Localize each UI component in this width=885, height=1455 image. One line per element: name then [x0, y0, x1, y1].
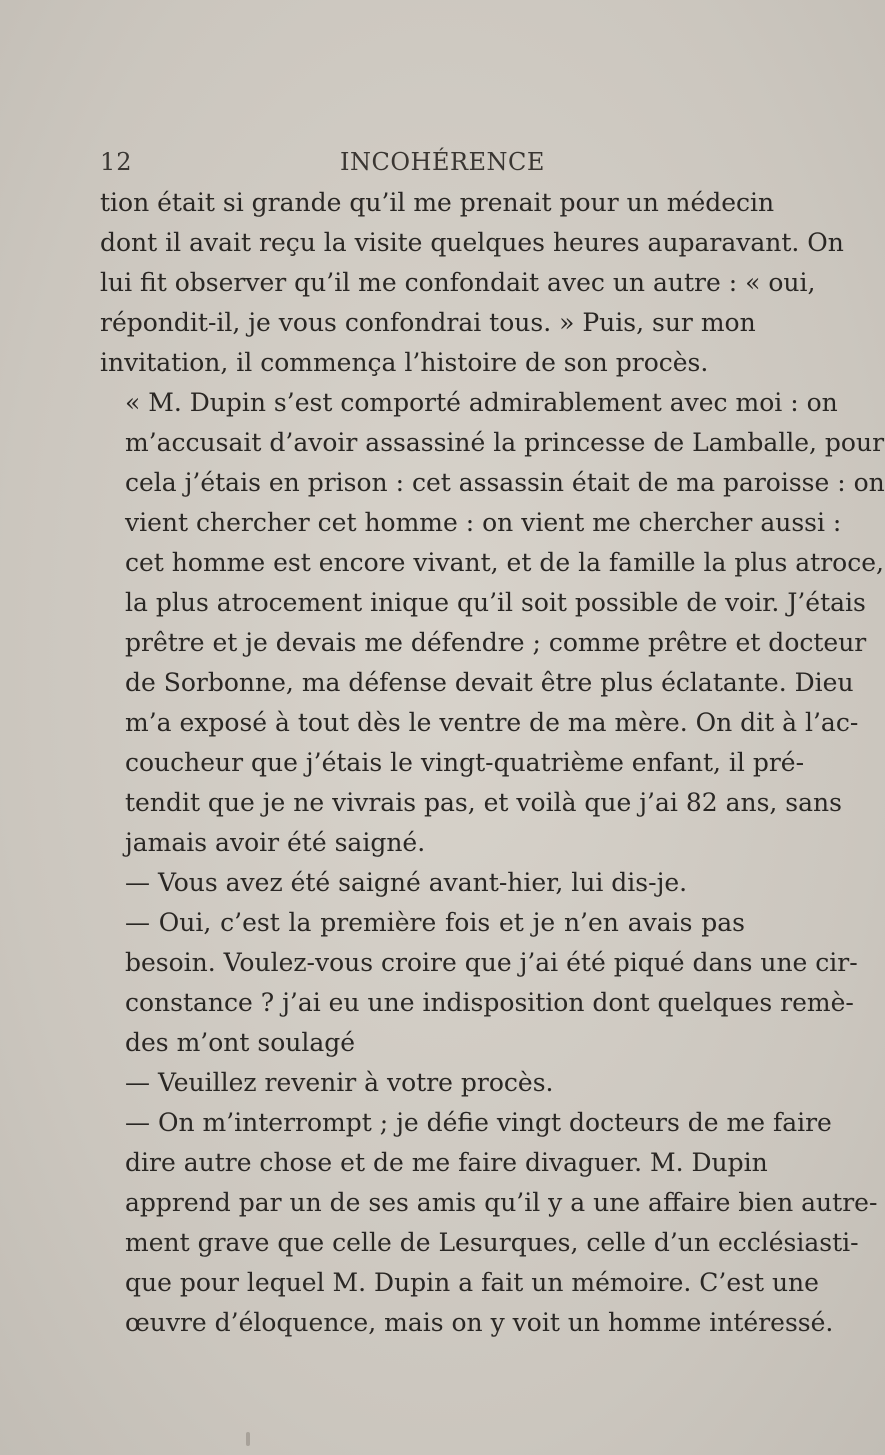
- paragraph-4: [100, 903, 858, 1063]
- running-title: INCOHÉRENCE: [340, 148, 545, 176]
- text-line: jamais avoir été saigné.: [125, 828, 426, 857]
- text-line: lui fit observer qu’il me confondait avec un autre : « oui,: [100, 268, 816, 297]
- text-line: dont il avait reçu la visite quelques heures auparavant. On: [100, 228, 844, 257]
- text-line: — On m’interrompt ; je défie vingt docteurs de me faire: [125, 1108, 832, 1137]
- text-line: cela j’étais en prison : cet assassin était de ma paroisse : on: [125, 468, 885, 497]
- paper-speck: [246, 1432, 250, 1446]
- text-line: de Sorbonne, ma défense devait être plus éclatante. Dieu: [125, 668, 854, 697]
- text-line: dire autre chose et de me faire divaguer. M. Dupin: [125, 1148, 768, 1177]
- text-line: œuvre d’éloquence, mais on y voit un homme intéressé.: [125, 1308, 834, 1337]
- text-line: tendit que je ne vivrais pas, et voilà que j’ai 82 ans, sans: [125, 788, 842, 817]
- paragraph-2: [100, 383, 885, 863]
- text-line: m’a exposé à tout dès le ventre de ma mère. On dit à l’ac-: [125, 708, 859, 737]
- page-number: 12: [100, 148, 133, 176]
- text-line: — Vous avez été saigné avant-hier, lui dis-je.: [125, 868, 688, 897]
- text-line: ment grave que celle de Lesurques, celle d’un ecclésiasti-: [125, 1228, 859, 1257]
- paragraph-3: [100, 863, 745, 903]
- running-head: [100, 148, 740, 182]
- text-line: vient chercher cet homme : on vient me chercher aussi :: [125, 508, 842, 537]
- text-line: m’accusait d’avoir assassiné la princesse de Lamballe, pour: [125, 428, 885, 457]
- body-text: [100, 183, 885, 1343]
- text-line: cet homme est encore vivant, et de la famille la plus atroce,: [125, 548, 884, 577]
- paragraph-6: [100, 1103, 878, 1343]
- text-line: — Oui, c’est la première fois et je n’en avais pas: [125, 908, 745, 937]
- text-line: invitation, il commença l’histoire de son procès.: [100, 348, 709, 377]
- text-line: constance ? j’ai eu une indisposition dont quelques remè-: [125, 988, 854, 1017]
- text-line: coucheur que j’étais le vingt-quatrième enfant, il pré-: [125, 748, 805, 777]
- paragraph-1: [100, 183, 844, 383]
- text-line: — Veuillez revenir à votre procès.: [125, 1068, 554, 1097]
- text-line: tion était si grande qu’il me prenait pour un médecin: [100, 188, 775, 217]
- text-line: des m’ont soulagé: [125, 1028, 356, 1057]
- text-line: répondit-il, je vous confondrai tous. » Puis, sur mon: [100, 308, 756, 337]
- text-line: prêtre et je devais me défendre ; comme prêtre et docteur: [125, 628, 867, 657]
- text-line: que pour lequel M. Dupin a fait un mémoire. C’est une: [125, 1268, 819, 1297]
- text-line: « M. Dupin s’est comporté admirablement avec moi : on: [125, 388, 838, 417]
- text-line: apprend par un de ses amis qu’il y a une affaire bien autre-: [125, 1188, 878, 1217]
- text-line: besoin. Voulez-vous croire que j’ai été piqué dans une cir-: [125, 948, 858, 977]
- paragraph-5: [100, 1063, 745, 1103]
- text-line: la plus atrocement inique qu’il soit possible de voir. J’étais: [125, 588, 866, 617]
